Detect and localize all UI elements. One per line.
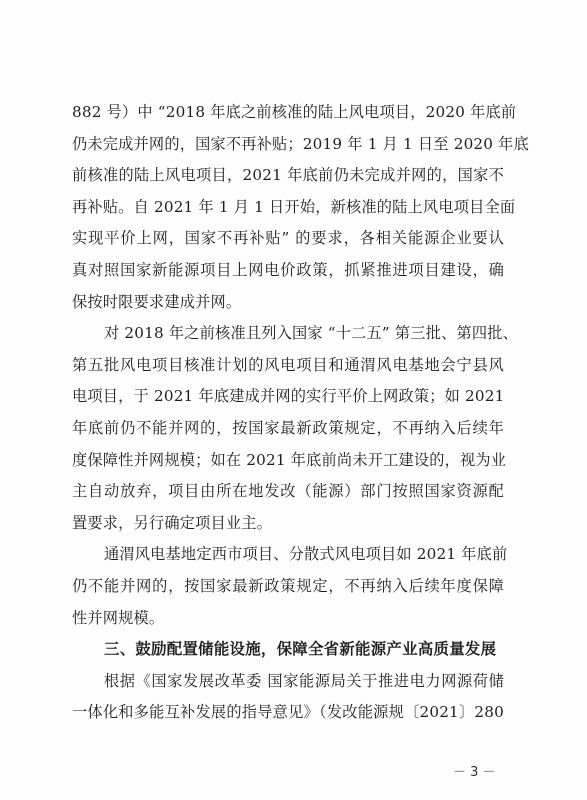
paragraph-subsidy-requirements: [72, 97, 529, 318]
text-line: 一体化和多能互补发展的指导意见》（发改能源规〔2021〕280: [72, 703, 504, 722]
document-body: [72, 97, 529, 729]
text-line: 置要求，另行确定项目业主。: [72, 513, 273, 532]
text-line: 度保障性并网规模；如在 2021 年底前尚未开工建设的，视为业: [72, 450, 507, 469]
text-line: 对 2018 年之前核准且列入国家 “十二五” 第三批、第四批、: [104, 324, 519, 343]
text-line: 性并网规模。: [72, 608, 165, 627]
text-line: 882 号）中 “2018 年底之前核准的陆上风电项目，2020 年底前: [72, 103, 517, 121]
text-line: 主自动放弃，项目由所在地发改（能源）部门按照国家资源配: [72, 482, 504, 501]
paragraph-dingxi-projects: [72, 539, 508, 634]
text-line: 通渭风电基地定西市项目、分散式风电项目如 2021 年底前: [104, 545, 508, 564]
section-heading: 三、鼓励配置储能设施，保障全省新能源产业高质量发展: [104, 640, 497, 659]
paragraph-guidance-reference: [72, 666, 504, 729]
text-line: 电项目，于 2021 年底建成并网的实行平价上网政策；如 2021: [72, 387, 505, 406]
paragraph-2018-projects: [72, 318, 519, 539]
text-line: 仍未完成并网的，国家不再补贴；2019 年 1 月 1 日至 2020 年底: [72, 134, 529, 153]
text-line: 仍不能并网的，按国家最新政策规定，不再纳入后续年度保障: [72, 576, 504, 595]
text-line: 实现平价上网，国家不再补贴” 的要求，各相关能源企业要认: [72, 229, 504, 248]
text-line: 真对照国家新能源项目上网电价政策，抓紧推进项目建设，确: [72, 260, 504, 279]
text-line: 根据《国家发展改革委 国家能源局关于推进电力网源荷储: [104, 671, 504, 690]
text-line: 年底前仍不能并网的，按国家最新政策规定，不再纳入后续年: [72, 418, 504, 437]
page-number: － 3 －: [453, 765, 496, 780]
text-line: 前核准的陆上风电项目，2021 年底前仍未完成并网的，国家不: [72, 166, 504, 185]
text-line: 保按时限要求建成并网。: [72, 292, 242, 311]
text-line: 第五批风电项目核准计划的风电项目和通渭风电基地会宁县风: [72, 355, 504, 374]
text-line: 再补贴。自 2021 年 1 月 1 日开始，新核准的陆上风电项目全面: [72, 197, 516, 216]
